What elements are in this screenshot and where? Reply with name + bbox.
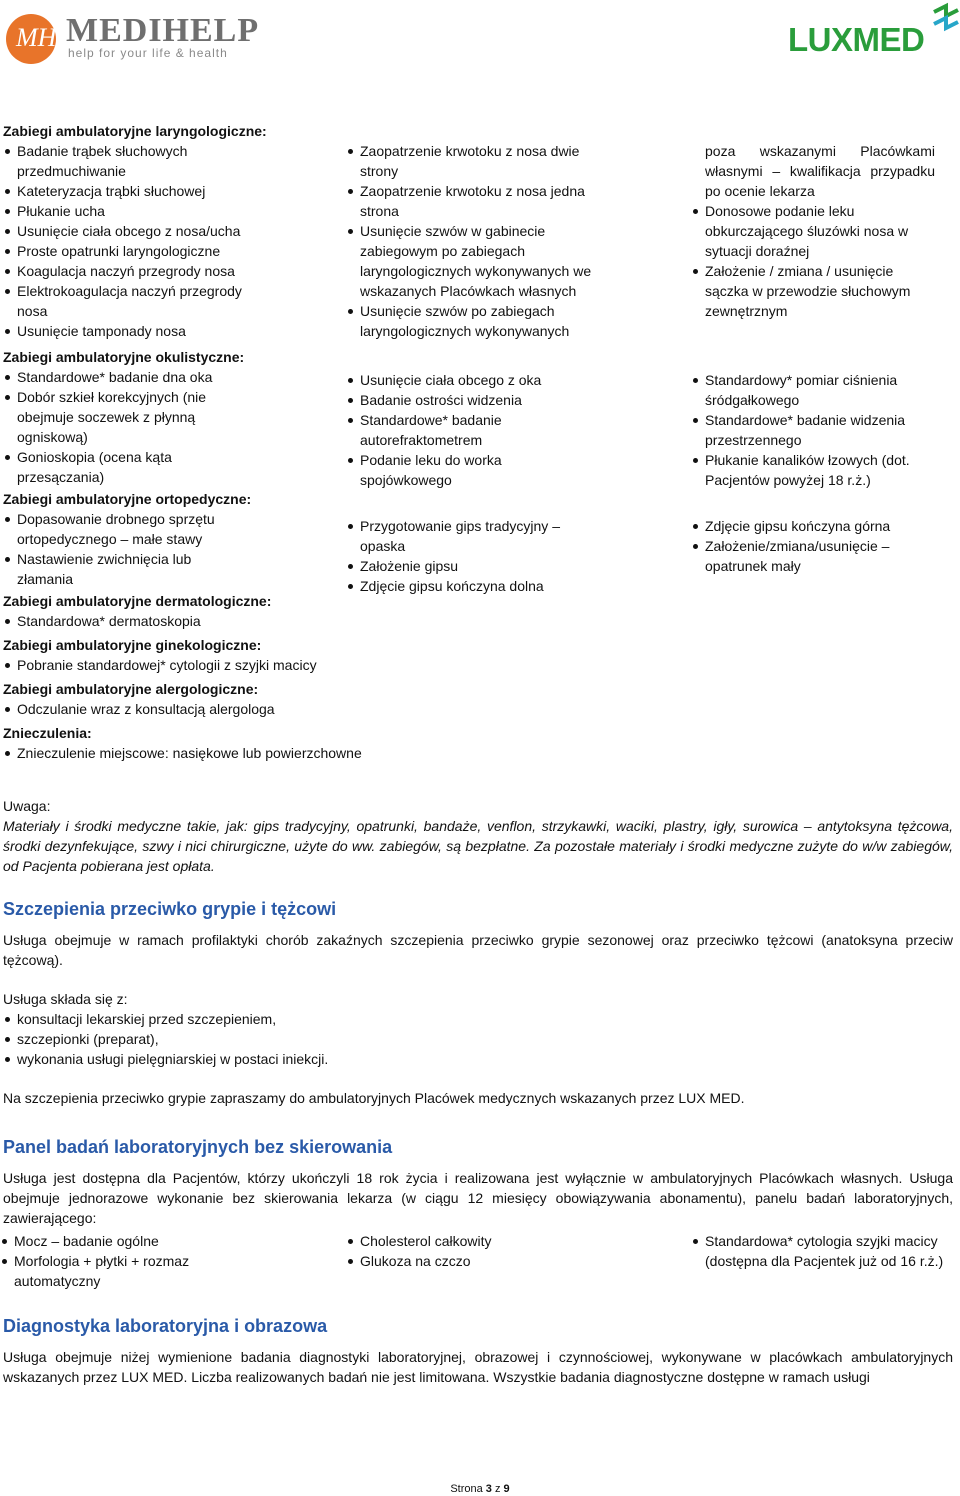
anesthesia-list (3, 743, 393, 763)
list-item: Proste opatrunki laryngologiczne (3, 241, 248, 261)
list-item: Założenie gipsu (346, 556, 586, 576)
lab-panel-list-col2 (346, 1231, 586, 1271)
list-item: szczepionki (preparat), (3, 1029, 953, 1049)
list-item: Glukoza na czczo (346, 1251, 586, 1271)
list-item: Badanie trąbek słuchowych przedmuchiwanie (3, 141, 248, 181)
list-item: Donosowe podanie leku obkurczającego śluzówki nosa w sytuacji doraźnej (691, 201, 921, 261)
list-item: Standardowa* cytologia szyjki macicy (dostępna dla Pacjentek już od 16 r.ż.) (691, 1231, 946, 1271)
list-item: Podanie leku do worka spojówkowego (346, 450, 556, 490)
procedures-column-1 (3, 121, 393, 763)
list-item: Morfologia + płytki + rozmaz automatyczny (0, 1251, 230, 1291)
lab-panel-list-col1 (0, 1231, 230, 1291)
laryngology-continued: poza wskazanymi Placówkami własnymi – kwalifikacja przypadku po ocenie lekarza (705, 143, 935, 199)
vaccines-note: Na szczepienia przeciwko grypie zapraszamy do ambulatoryjnych Placówek medycznych wskazanych przez LUX MED. (3, 1090, 745, 1106)
list-item: Dobór szkieł korekcyjnych (nie obejmuje soczewek z płynną ogniskową) (3, 387, 238, 447)
list-item: Standardowe* badanie widzenia przestrzennego (691, 410, 926, 450)
note-label: Uwaga: (3, 798, 51, 814)
list-item: Pobranie standardowej* cytologii z szyjki macicy (3, 655, 393, 675)
vaccines-includes-label: Usługa składa się z: (3, 991, 128, 1007)
list-item: Standardowe* badanie autorefraktometrem (346, 410, 556, 450)
luxmed-logo-icon (930, 2, 960, 42)
list-item: Usunięcie ciała obcego z nosa/ucha (3, 221, 248, 241)
section-heading: Panel badań laboratoryjnych bez skierowania (3, 1137, 393, 1157)
orthopedics-list (3, 509, 233, 589)
list-item: Przygotowanie gips tradycyjny – opaska (346, 516, 586, 556)
list-item: Usunięcie szwów w gabinecie zabiegowym po zabiegach laryngologicznych wykonywanych we wskazanych Placówkach własnych (346, 221, 616, 301)
list-item: Zaopatrzenie krwotoku z nosa dwie strony (346, 141, 616, 181)
list-item: Zaopatrzenie krwotoku z nosa jedna strona (346, 181, 616, 221)
allergology-list (3, 699, 393, 719)
list-item: Usunięcie tamponady nosa (3, 321, 248, 341)
list-item: Standardowe* badanie dna oka (3, 367, 238, 387)
lab-panel-list-col3 (691, 1231, 946, 1271)
vaccines-description: Usługa obejmuje w ramach profilaktyki chorób zakaźnych szczepienia przeciwko grypie sezonowej oraz przeciwko tężcowi (anatoksyna przeciw tężcową). (3, 932, 953, 968)
section-heading: Diagnostyka laboratoryjna i obrazowa (3, 1316, 328, 1336)
ophthalmology-list (3, 367, 238, 487)
ophthalmology-list-col3 (691, 370, 926, 490)
luxmed-logo-text: LUXMED (788, 21, 925, 58)
note-text-paid: Za pozostałe materiały i środki medyczne zużyte do w/w zabiegów, od Pacjenta pobierana jest opłata. (3, 838, 953, 874)
laryngology-list-col2 (346, 141, 616, 341)
list-item: Standardowa* dermatoskopia (3, 611, 393, 631)
diagnostics-description: Usługa obejmuje niżej wymienione badania diagnostyki laboratoryjnej, obrazowej i czynnościowej, wykonywane w placówkach ambulatoryjnych wskazanych przez LUX MED. Liczba realizowanych badań nie jest limitowana. Wszystkie badania diagnostyczne dostępne w ramach usługi (3, 1349, 953, 1385)
list-item: Cholesterol całkowity (346, 1231, 586, 1251)
list-item: Usunięcie ciała obcego z oka (346, 370, 556, 390)
section-title: Zabiegi ambulatoryjne okulistyczne: (3, 349, 245, 365)
list-item: Badanie ostrości widzenia (346, 390, 556, 410)
medihelp-logo-mark: MH (6, 14, 56, 64)
section-title: Znieczulenia: (3, 725, 92, 741)
list-item: wykonania usługi pielęgniarskiej w postaci iniekcji. (3, 1049, 953, 1069)
lab-panel-section (3, 1135, 953, 1228)
list-item: konsultacji lekarskiej przed szczepieniem, (3, 1009, 953, 1029)
section-title: Zabiegi ambulatoryjne ortopedyczne: (3, 491, 252, 507)
orthopedics-list-col2 (346, 516, 586, 596)
section-title: Zabiegi ambulatoryjne dermatologiczne: (3, 593, 272, 609)
list-item: Elektrokoagulacja naczyń przegrody nosa (3, 281, 248, 321)
gynecology-list (3, 655, 393, 675)
list-item: Zdjęcie gipsu kończyna górna (691, 516, 921, 536)
list-item: Gonioskopia (ocena kąta przesączania) (3, 447, 238, 487)
list-item: Dopasowanie drobnego sprzętu ortopedycznego – małe stawy (3, 509, 233, 549)
list-item: Płukanie kanalików łzowych (dot. Pacjentów powyżej 18 r.ż.) (691, 450, 926, 490)
list-item: Założenie/zmiana/usunięcie – opatrunek mały (691, 536, 921, 576)
note-text-free: Materiały i środki medyczne takie, jak: gips tradycyjny, opatrunki, bandaże, venflon, strzykawki, waciki, plastry, igły, surowica – antytoksyna tężcowa, środki dezynfekujące, szwy i nici chirurgiczne, użyte do ww. zabiegów, są bezpłatne. (3, 818, 953, 854)
laryngology-list-col3 (691, 201, 921, 321)
section-title: Zabiegi ambulatoryjne laryngologiczne: (3, 123, 267, 139)
section-heading: Szczepienia przeciwko grypie i tężcowi (3, 899, 337, 919)
medihelp-logo-text: MEDIHELP (66, 12, 260, 49)
list-item: Nastawienie zwichnięcia lub złamania (3, 549, 233, 589)
section-title: Zabiegi ambulatoryjne alergologiczne: (3, 681, 259, 697)
medihelp-tagline: help for your life & health (68, 46, 228, 60)
note-block (3, 796, 953, 876)
note-text (3, 816, 953, 876)
vaccines-list (3, 1009, 953, 1069)
dermatology-list (3, 611, 393, 631)
laryngology-list (3, 141, 248, 341)
list-item: Usunięcie szwów po zabiegach laryngologicznych wykonywanych (346, 301, 616, 341)
list-item: Koagulacja naczyń przegrody nosa (3, 261, 248, 281)
list-item: Płukanie ucha (3, 201, 248, 221)
ophthalmology-list-col2 (346, 370, 556, 490)
list-item: Zdjęcie gipsu kończyna dolna (346, 576, 586, 596)
list-item: Odczulanie wraz z konsultacją alergologa (3, 699, 393, 719)
diagnostics-section (3, 1314, 953, 1387)
list-item: Mocz – badanie ogólne (0, 1231, 230, 1251)
lab-panel-description: Usługa jest dostępna dla Pacjentów, którzy ukończyli 18 rok życia i realizowana jest wyłącznie w ambulatoryjnych Placówkach własnych. Usługa obejmuje jednorazowe wykonanie bez skierowania lekarza (w ciągu 12 miesięcy obowiązywania abonamentu), panelu badań laboratoryjnych, zawierającego: (3, 1170, 953, 1226)
list-item: Założenie / zmiana / usunięcie sączka w przewodzie słuchowym zewnętrznym (691, 261, 921, 321)
section-title: Zabiegi ambulatoryjne ginekologiczne: (3, 637, 262, 653)
vaccines-section (3, 897, 953, 1108)
list-item: Standardowy* pomiar ciśnienia śródgałkowego (691, 370, 926, 410)
orthopedics-list-col3 (691, 516, 921, 576)
list-item: Znieczulenie miejscowe: nasiękowe lub powierzchowne (3, 743, 393, 763)
page-number: Strona 3 z 9 (450, 1483, 510, 1495)
list-item: Kateteryzacja trąbki słuchowej (3, 181, 248, 201)
